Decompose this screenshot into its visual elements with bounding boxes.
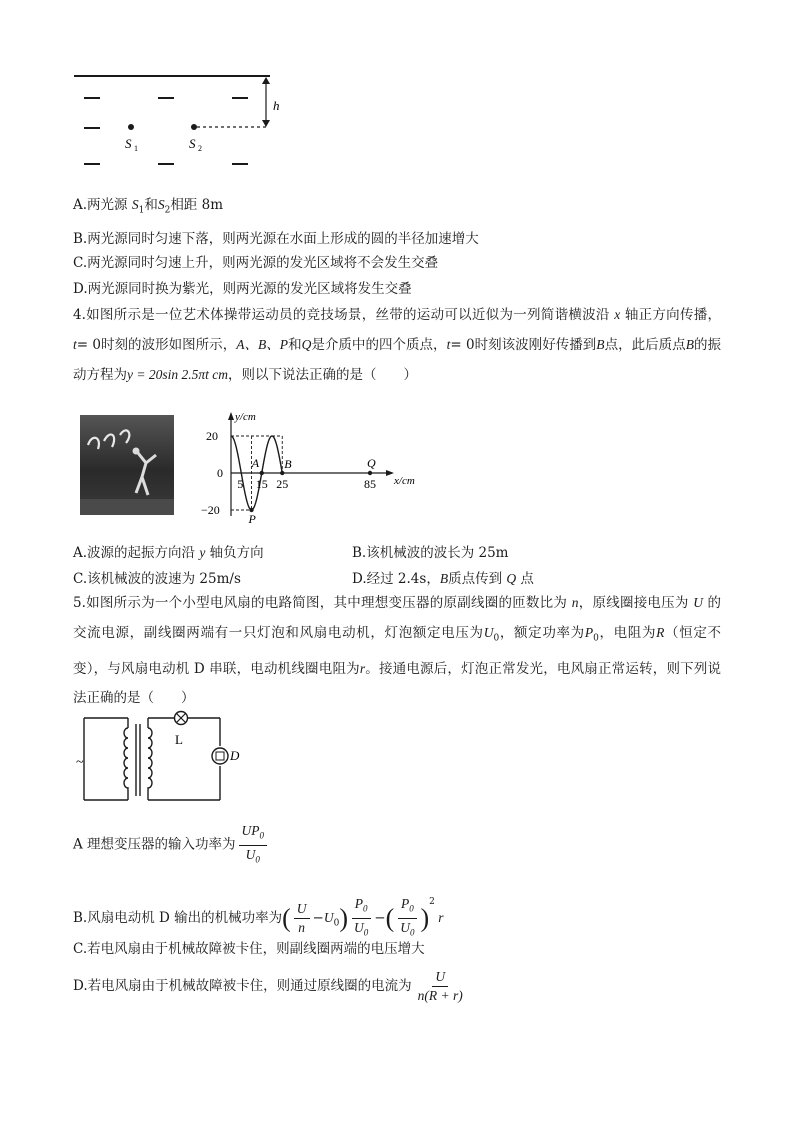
s1-subscript: 1 [134,144,138,153]
point-p-label: P [248,512,256,526]
q5-option-d: D.若电风扇由于机械故障被卡住，则通过原线圈的电流为 $\frac{U}{n(R + r)}$ [73,969,463,1003]
point-q-label: Q [367,456,376,470]
height-label: h [273,98,280,113]
x-axis-label: x/cm [394,475,415,487]
point-q [368,471,372,475]
q5-option-a: A 理想变压器的输入功率为 $\frac{UP_0}{U_0}$ [73,822,270,868]
motor-label: D [230,748,240,763]
q3-option-c: C.两光源同时匀速上升，则两光源的发光区域将不会发生交叠 [73,255,439,271]
x-tick-15: 15 [255,477,268,491]
q4-option-d: D.经过 2.4s，B质点传到 Q 点 [352,571,534,587]
q4-option-c: C.该机械波的波速为 25m/s [73,571,241,587]
point-b [280,471,284,475]
q3-option-d: D.两光源同时换为紫光，则两光源的发光区域将发生交叠 [73,281,412,297]
point-b-label: B [284,457,292,471]
q5-option-c: C.若电风扇由于机械故障被卡住，则副线圈两端的电压增大 [73,941,425,957]
s2-label: S [189,136,196,151]
q5-stem: 5.如图所示为一个小型电风扇的电路简图，其中理想变压器的原副线圈的匝数比为 n，原线圈接电压为 U 的交流电源，副线圈两端有一只灯泡和风扇电动机，灯泡额定电压为$U_0$，额定功率为$P_0$，电阻为R（恒定不变），与风扇电动机 D 串联，电动机线圈电阻为r。接通电源后，灯泡正常发光，电风扇正常运转，则下列说法正确的是（ ） [73,595,722,706]
q5-option-b: B.风扇电动机 D 输出的机械功率为( $\frac{U}{n}$ $-U_0$) $\frac{P_0}{U_0}$ −( $\frac{P_0}{U_0}$ )$^2$ r [73,896,444,938]
x-tick-25: 25 [276,477,289,491]
point-a-label: A [251,456,260,470]
y-tick-0: 0 [217,466,223,480]
x-tick-85: 85 [364,477,376,491]
y-tick-neg20: −20 [201,503,220,517]
x-axis-arrow [386,470,394,476]
q4-option-a: A.波源的起振方向沿 y 轴负方向 [73,545,264,561]
ac-source-symbol: ~ [76,755,84,770]
y-tick-20: 20 [206,429,218,443]
x-tick-5: 5 [237,477,244,491]
y-axis-arrow [228,412,234,420]
circuit-diagram [72,710,242,806]
wave-graph [196,408,436,526]
light-sources-figure [70,68,290,180]
q3-option-b: B.两光源同时匀速下落，则两光源在水面上形成的圆的半径加速增大 [73,231,479,247]
s1-label: S [125,136,132,151]
y-axis-label: y/cm [235,411,256,423]
lamp-label: L [175,732,183,747]
q4-option-b: B.该机械波的波长为 25m [352,545,509,561]
q4-stem: 4.如图所示是一位艺术体操带运动员的竞技场景，丝带的运动可以近似为一列简谐横波沿 x 轴正方向传播，t= 0时刻的波形如图所示，A、B、P和Q是介质中的四个质点，t= 0时刻该波刚好传播到B点，此后质点B的振动方程为y = 20sin 2.5πt cm，则以下说法正确的是（ ） [73,307,722,383]
q3-option-a: A.两光源 $S_1$和$S_2$相距 8m [73,197,223,216]
gymnast-photo [80,415,174,515]
point-a [260,471,264,475]
s2-subscript: 2 [198,144,202,153]
